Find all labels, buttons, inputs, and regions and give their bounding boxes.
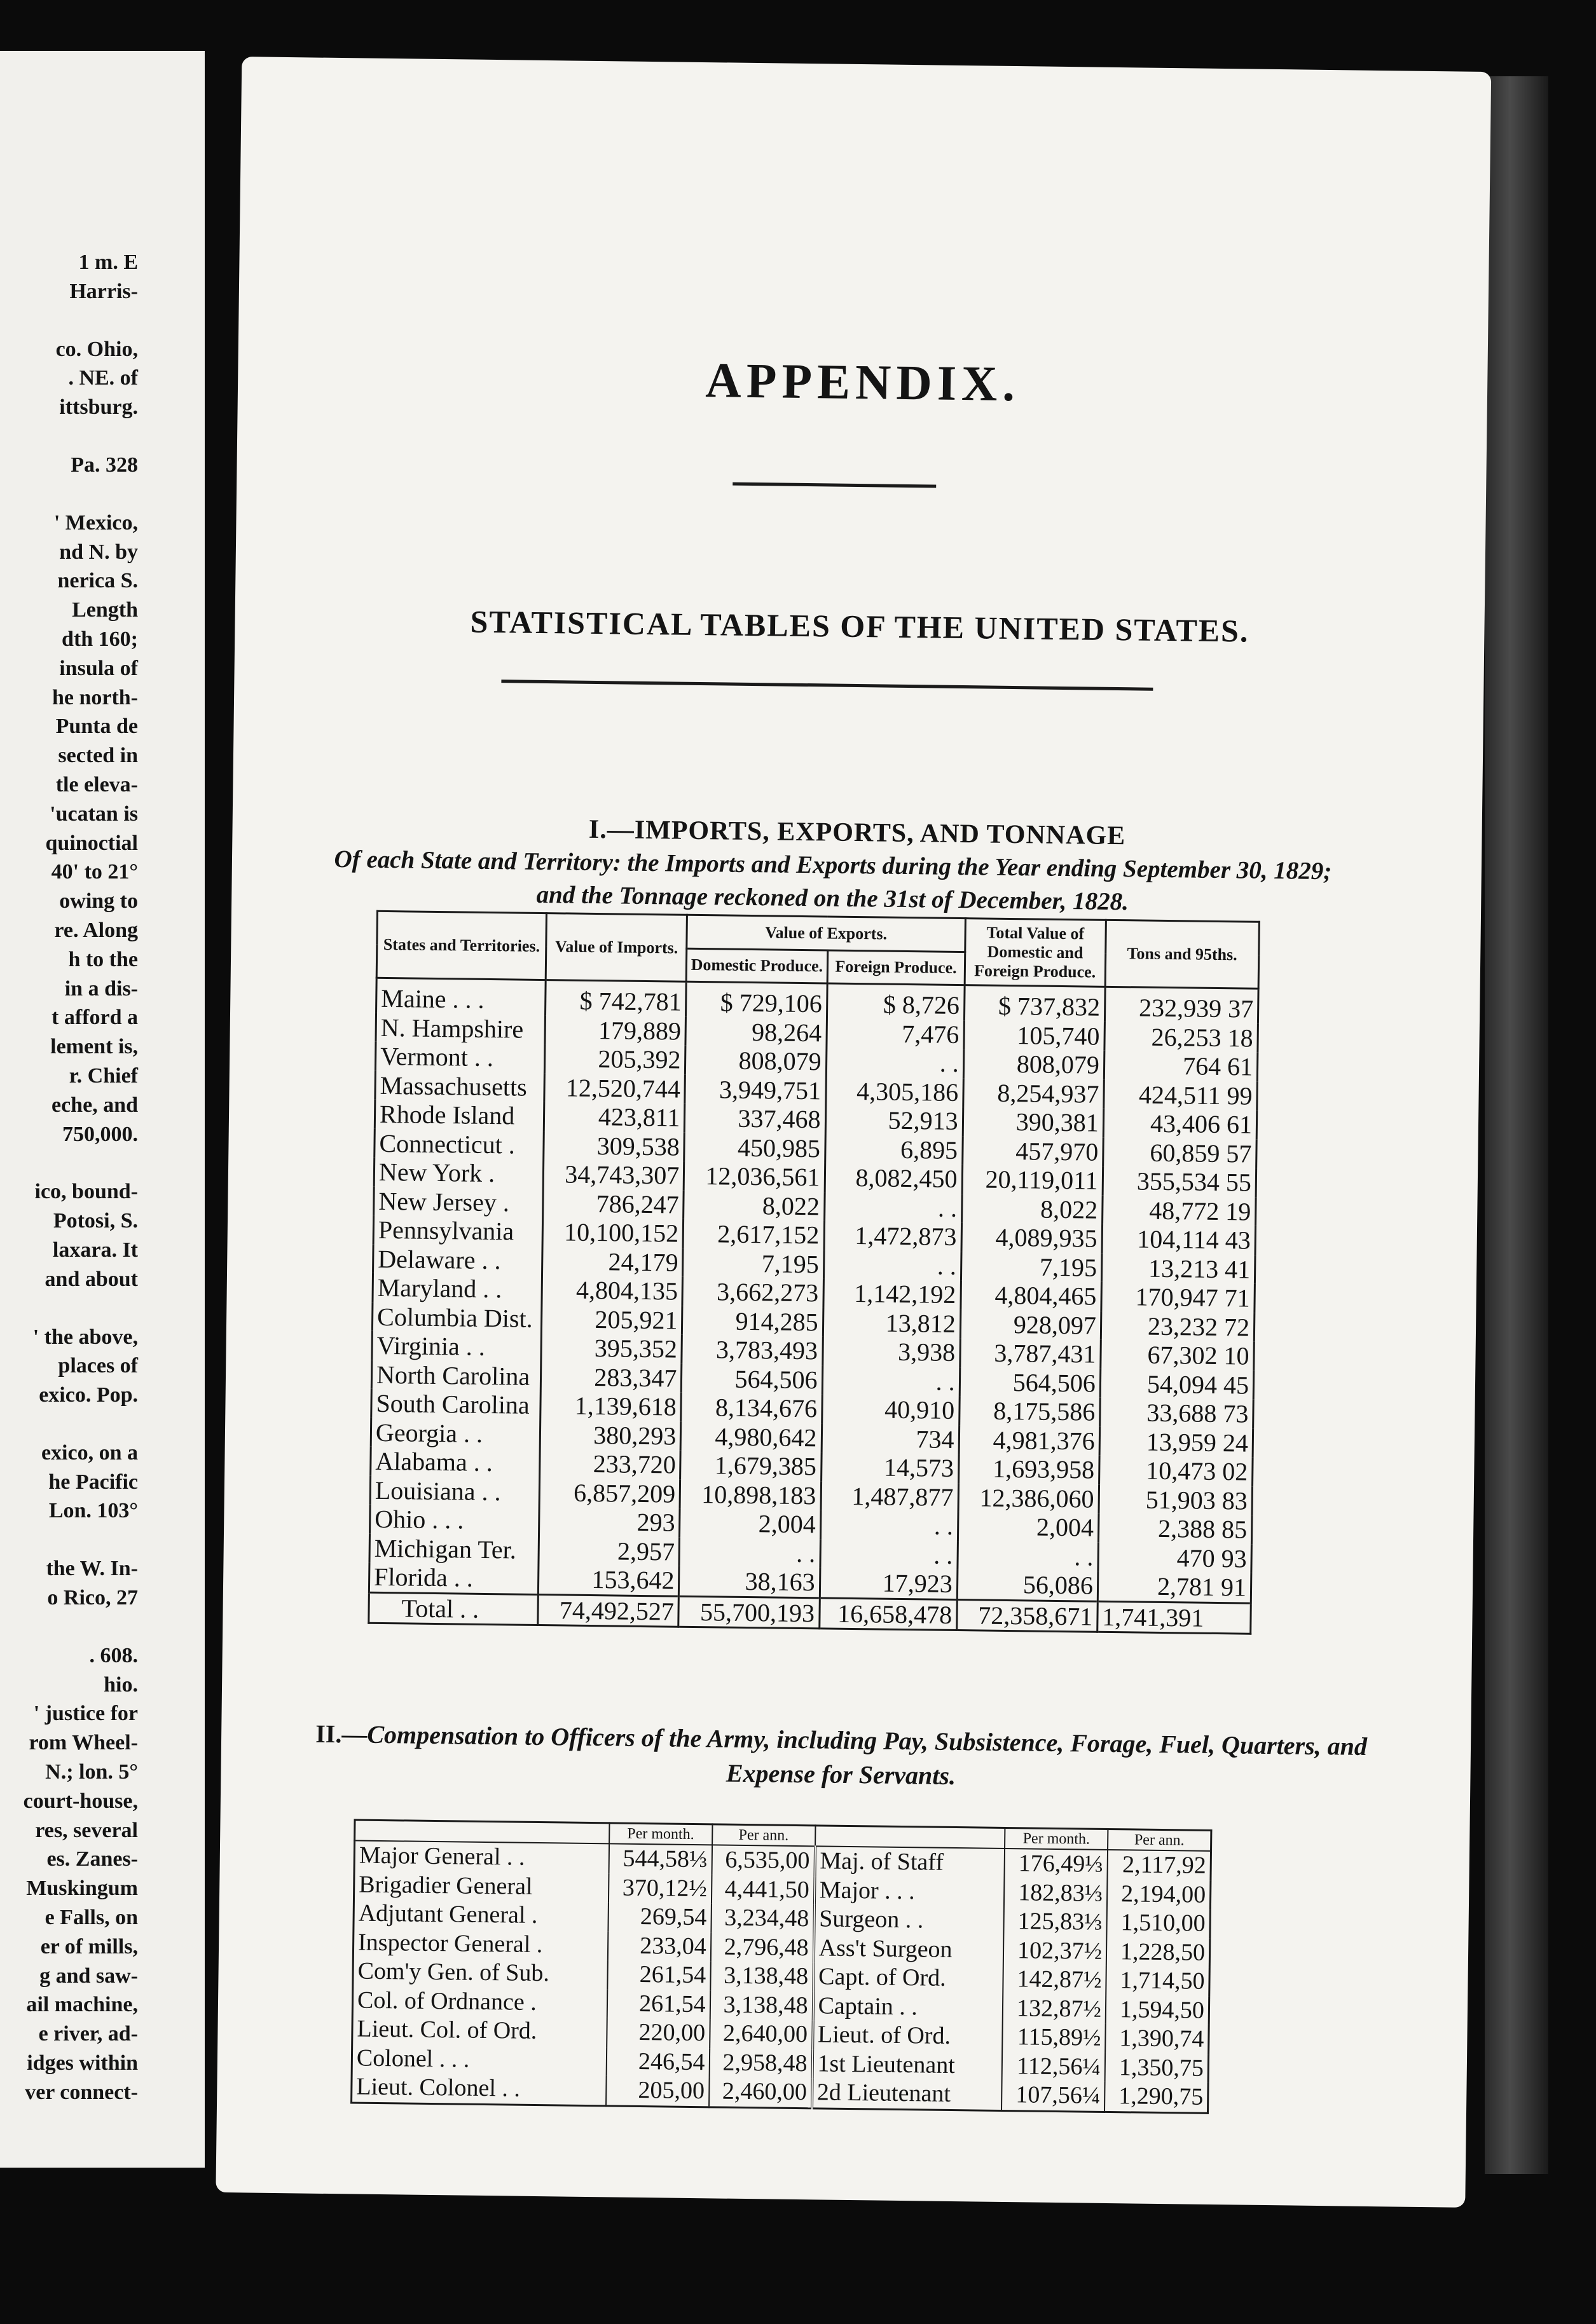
foreign-value: 6,895	[825, 1134, 963, 1165]
per-month-value: 261,54	[607, 1960, 710, 1990]
tons-value: 13,213 41	[1101, 1253, 1255, 1283]
left-page-line: the W. In-	[46, 1557, 138, 1581]
per-annum-value: 1,390,74	[1105, 2024, 1209, 2054]
per-month-value: 370,12½	[609, 1873, 712, 1903]
domestic-value: 7,195	[683, 1248, 824, 1278]
left-page-line: Punta de	[55, 714, 138, 739]
tons-value: 104,114 43	[1102, 1224, 1256, 1255]
left-page-line: and about	[45, 1267, 138, 1291]
left-page-line: ' justice for	[33, 1702, 138, 1726]
total-value: $ 737,832	[964, 985, 1105, 1022]
state-name: Florida . .	[369, 1562, 539, 1594]
left-page-line: Length	[72, 598, 138, 622]
per-annum-value: 1,350,75	[1105, 2053, 1209, 2082]
domestic-value: 564,506	[682, 1364, 823, 1394]
left-page-line: res, several	[35, 1818, 138, 1842]
per-month-value: 233,04	[608, 1931, 711, 1961]
state-name: N. Hampshire	[376, 1013, 546, 1044]
left-page-line: insula of	[59, 656, 138, 680]
total-value: 4,981,376	[959, 1425, 1100, 1456]
left-page-line: t afford a	[52, 1006, 138, 1030]
left-page-line: exico. Pop.	[39, 1383, 138, 1407]
per-month-value: 246,54	[606, 2047, 709, 2077]
foreign-value: 7,476	[826, 1018, 964, 1049]
rank-name: Major . . .	[815, 1876, 1005, 1907]
total-value: 457,970	[962, 1136, 1103, 1166]
rank-name: Adjutant General .	[354, 1899, 609, 1931]
total-value: 72,358,671	[956, 1599, 1097, 1632]
per-annum-value: 2,194,00	[1107, 1879, 1211, 1909]
foreign-value: 1,142,192	[823, 1278, 961, 1309]
domestic-value: 808,079	[685, 1046, 827, 1076]
rank-name: Lieut. of Ord.	[813, 2020, 1003, 2051]
domestic-value: 3,662,273	[682, 1277, 823, 1308]
domestic-value: 8,022	[684, 1190, 825, 1220]
left-page-line: N.; lon. 5°	[45, 1760, 138, 1784]
left-page-line: nerica S.	[57, 569, 138, 593]
left-page-line: es. Zanes-	[46, 1847, 138, 1871]
total-tons: 1,741,391	[1097, 1601, 1251, 1634]
domestic-value: 1,679,385	[680, 1451, 822, 1481]
total-value: 4,804,465	[961, 1280, 1102, 1311]
per-annum-value: 1,290,75	[1104, 2082, 1208, 2113]
foreign-value: 3,938	[822, 1336, 960, 1367]
rank-name: 2d Lieutenant	[812, 2078, 1002, 2110]
left-page-line: hio.	[104, 1672, 138, 1697]
table1-title: I.—IMPORTS, EXPORTS, AND TONNAGE	[588, 814, 1126, 851]
foreign-value: $ 8,726	[827, 983, 965, 1020]
total-value: 8,175,586	[959, 1396, 1100, 1426]
left-page-line: exico, on a	[41, 1440, 138, 1465]
left-page-line: re. Along	[54, 918, 138, 942]
left-page-line: he Pacific	[48, 1470, 138, 1494]
left-page-line: eche, and	[52, 1093, 138, 1117]
header-per-month-a: Per month.	[609, 1823, 712, 1845]
foreign-value: 8,082,450	[825, 1163, 963, 1193]
per-annum-value: 2,640,00	[710, 2019, 813, 2049]
imports-value: 6,857,209	[539, 1478, 680, 1508]
left-page-line: 750,000.	[62, 1122, 138, 1146]
tons-value: 26,253 18	[1104, 1022, 1258, 1052]
state-name: South Carolina	[371, 1389, 541, 1420]
per-month-value: 544,58⅓	[609, 1843, 712, 1874]
foreign-value: 14,573	[821, 1452, 959, 1482]
total-value: 928,097	[960, 1309, 1101, 1340]
left-page-line: owing to	[59, 889, 138, 913]
tons-value: 23,232 72	[1101, 1311, 1255, 1341]
foreign-value: 13,812	[823, 1308, 961, 1338]
imports-value: 153,642	[539, 1564, 680, 1596]
left-page-line: r. Chief	[69, 1063, 138, 1088]
imports-value: 309,538	[544, 1131, 685, 1161]
foreign-value: 4,305,186	[825, 1076, 963, 1107]
tons-value: 232,939 37	[1104, 987, 1258, 1023]
per-annum-value: 4,441,50	[712, 1875, 815, 1904]
per-month-value: 115,89½	[1002, 2023, 1105, 2053]
foreign-value: 1,487,877	[821, 1481, 959, 1512]
imports-value: 1,139,618	[540, 1391, 682, 1421]
per-month-value: 269,54	[608, 1902, 711, 1932]
left-page-line: . 608.	[89, 1643, 138, 1667]
per-month-value: 182,83⅓	[1004, 1878, 1107, 1908]
tons-value: 48,772 19	[1102, 1195, 1256, 1226]
domestic-value: 2,617,152	[683, 1219, 824, 1250]
tons-value: 470 93	[1098, 1542, 1252, 1573]
left-page-line: ico, bound-	[34, 1180, 138, 1204]
left-page-line: ver connect-	[25, 2080, 138, 2104]
left-page-line: co. Ohio,	[55, 337, 138, 361]
tons-value: 33,688 73	[1099, 1398, 1253, 1428]
left-page-line	[0, 306, 205, 335]
left-page-line: tle eleva-	[55, 772, 138, 796]
left-page-line	[0, 422, 205, 451]
left-page-line: Lon. 103°	[48, 1499, 138, 1523]
per-month-value: 261,54	[607, 1989, 710, 2019]
tons-value: 67,302 10	[1101, 1340, 1255, 1370]
left-page-line	[0, 1410, 205, 1439]
domestic-value: 8,134,676	[681, 1393, 822, 1423]
state-name: Delaware . .	[373, 1244, 543, 1275]
imports-value: 10,100,152	[542, 1217, 684, 1248]
foreign-value: 734	[822, 1423, 960, 1454]
total-value: 4,089,935	[961, 1222, 1103, 1253]
tons-value: 60,859 57	[1103, 1137, 1256, 1168]
per-annum-value: 2,958,48	[709, 2048, 812, 2078]
imports-value: 786,247	[543, 1189, 684, 1219]
domestic-value: 2,004	[680, 1508, 821, 1539]
domestic-value: 12,036,561	[684, 1161, 825, 1192]
tons-value: 43,406 61	[1103, 1109, 1257, 1139]
left-page-line: ' Mexico,	[53, 510, 138, 535]
rank-name: Capt. of Ord.	[813, 1962, 1003, 1993]
state-name: New Jersey .	[374, 1186, 544, 1217]
imports-value: 205,392	[545, 1044, 686, 1074]
rank-name: 1st Lieutenant	[812, 2049, 1002, 2081]
header-foreign: Foreign Produce.	[827, 950, 965, 985]
total-value: 56,086	[957, 1569, 1098, 1601]
domestic-value: 4,980,642	[681, 1421, 822, 1452]
imports-value: 2,957	[539, 1535, 680, 1566]
per-annum-value: 1,714,50	[1106, 1966, 1209, 1996]
left-page-line: in a dis-	[64, 976, 138, 1001]
imports-value: 179,889	[545, 1015, 686, 1046]
state-name: Pennsylvania	[373, 1215, 543, 1247]
state-name: Maine . . .	[376, 978, 546, 1015]
left-page-line	[0, 1149, 205, 1177]
left-page-text	[0, 248, 205, 2107]
per-annum-value: 1,228,50	[1106, 1937, 1210, 1967]
total-value: 808,079	[963, 1049, 1104, 1079]
foreign-value: . .	[820, 1539, 958, 1569]
table1-caption: Of each State and Territory: the Imports and Exports during the Year ending September 30, 1829; and the Tonnage reckoned on the 31st of December, 1828.	[334, 845, 1332, 916]
left-page-line: court-house,	[23, 1789, 138, 1813]
header-states: States and Territories.	[376, 911, 546, 980]
left-page-line: Harris-	[69, 279, 138, 303]
header-per-annum-b: Per ann.	[1108, 1829, 1211, 1850]
rank-name: Colonel . . .	[352, 2044, 607, 2075]
rank-name: Ass't Surgeon	[813, 1934, 1003, 1965]
tons-value: 355,534 55	[1103, 1166, 1256, 1197]
per-month-value: 102,37½	[1003, 1936, 1106, 1965]
total-imports: 74,492,527	[538, 1594, 679, 1627]
imports-value: $ 742,781	[546, 980, 687, 1017]
left-page-line	[0, 1613, 205, 1641]
left-page-line: idges within	[27, 2051, 138, 2075]
state-name: Vermont . .	[375, 1042, 545, 1073]
total-value: 8,022	[961, 1194, 1103, 1224]
book-spine	[1485, 76, 1548, 2174]
total-value: 105,740	[964, 1020, 1105, 1051]
total-value: 20,119,011	[962, 1165, 1103, 1195]
header-per-month-b: Per month.	[1005, 1828, 1108, 1849]
foreign-value: 1,472,873	[824, 1220, 962, 1251]
header-tons: Tons and 95ths.	[1105, 920, 1259, 988]
rank-name: Maj. of Staff	[815, 1846, 1005, 1878]
foreign-value: . .	[822, 1365, 960, 1396]
appendix-page	[216, 57, 1491, 2208]
per-annum-value: 2,796,48	[711, 1932, 814, 1962]
header-rank-a	[355, 1820, 610, 1843]
left-page-line: Potosi, S.	[53, 1209, 138, 1233]
state-name: Michigan Ter.	[369, 1533, 539, 1564]
imports-value: 380,293	[540, 1420, 681, 1451]
header-rank-b	[815, 1826, 1005, 1849]
left-page-line: o Rico, 27	[47, 1586, 138, 1610]
imports-value: 283,347	[540, 1362, 682, 1393]
per-month-value: 220,00	[607, 2018, 710, 2047]
header-domestic: Domestic Produce.	[687, 948, 828, 983]
foreign-value: . .	[824, 1192, 962, 1222]
title-rule	[733, 482, 936, 488]
domestic-value: 10,898,183	[680, 1479, 821, 1510]
rank-name: Captain . .	[813, 1992, 1003, 2023]
left-page-line: ' the above,	[32, 1325, 138, 1349]
total-value: 2,004	[958, 1512, 1099, 1542]
rank-name: Surgeon . .	[814, 1904, 1004, 1936]
table2-title-text: Compensation to Officers of the Army, including Pay, Subsistence, Forage, Fuel, Quarters, and Expense for Servants.	[367, 1719, 1368, 1791]
state-name: Columbia Dist.	[372, 1302, 542, 1333]
rank-name: Brigadier General	[354, 1870, 609, 1902]
state-name: Virginia . .	[372, 1331, 542, 1362]
per-annum-value: 2,460,00	[709, 2077, 812, 2108]
state-name: Louisiana . .	[370, 1475, 540, 1507]
left-page-line: nd N. by	[59, 540, 138, 564]
imports-value: 205,921	[542, 1304, 683, 1335]
per-month-value: 112,56¼	[1002, 2051, 1105, 2081]
section-title: STATISTICAL TABLES OF THE UNITED STATES.	[470, 603, 1249, 649]
imports-exports-table	[368, 910, 1260, 1635]
per-month-value: 125,83⅓	[1003, 1907, 1106, 1937]
header-exports-group: Value of Exports.	[687, 915, 965, 952]
page-title: APPENDIX.	[705, 352, 1021, 412]
left-page-line: e Falls, on	[45, 1906, 138, 1930]
left-page-line: . NE. of	[68, 366, 138, 390]
left-page-line: ittsburg.	[59, 395, 138, 420]
domestic-value: 914,285	[682, 1306, 823, 1336]
left-page-line: rom Wheel-	[29, 1731, 138, 1755]
foreign-value: 52,913	[825, 1105, 963, 1135]
foreign-value: . .	[823, 1250, 961, 1280]
domestic-value: 337,468	[685, 1104, 826, 1134]
total-value: 564,506	[960, 1367, 1101, 1398]
total-value: 8,254,937	[963, 1078, 1104, 1109]
left-page-line: places of	[58, 1354, 138, 1378]
left-page-line	[0, 1526, 205, 1554]
domestic-value: 3,783,493	[682, 1335, 823, 1365]
imports-value: 423,811	[544, 1102, 685, 1132]
total-value: . .	[958, 1541, 1099, 1571]
imports-value: 233,720	[540, 1449, 681, 1479]
section-rule	[501, 680, 1153, 691]
state-name: New York .	[374, 1158, 544, 1189]
left-page-line	[0, 480, 205, 509]
left-page-line: h to the	[68, 947, 138, 971]
left-page-line: lement is,	[50, 1035, 138, 1059]
per-month-value: 107,56¼	[1001, 2081, 1104, 2112]
state-name: Alabama . .	[371, 1447, 540, 1478]
tons-value: 764 61	[1104, 1051, 1258, 1081]
domestic-value: $ 729,106	[686, 981, 827, 1018]
state-name: Massachusetts	[375, 1070, 545, 1102]
tons-value: 424,511 99	[1104, 1079, 1258, 1110]
state-name: Rhode Island	[375, 1100, 544, 1131]
domestic-value: 38,163	[679, 1566, 820, 1598]
table2-title-prefix: II.—	[315, 1719, 368, 1749]
tons-value: 54,094 45	[1100, 1369, 1254, 1399]
total-value: 1,693,958	[958, 1454, 1099, 1484]
per-annum-value: 6,535,00	[712, 1845, 815, 1875]
per-annum-value: 3,138,48	[710, 1961, 813, 1991]
per-month-value: 132,87½	[1003, 1993, 1106, 2023]
total-foreign: 16,658,478	[819, 1597, 957, 1630]
tons-value: 10,473 02	[1099, 1456, 1253, 1486]
per-month-value: 142,87½	[1003, 1965, 1106, 1995]
per-month-value: 176,49⅓	[1005, 1849, 1108, 1879]
foreign-value: . .	[826, 1047, 964, 1077]
state-name: Ohio . . .	[370, 1505, 540, 1536]
state-name: North Carolina	[371, 1360, 541, 1391]
imports-value: 24,179	[542, 1247, 684, 1277]
left-page-line: 1 m. E	[78, 250, 138, 274]
left-page-line: he north-	[52, 685, 138, 709]
left-page-line: 'ucatan is	[50, 802, 138, 826]
left-page-line: Muskingum	[26, 1876, 138, 1901]
imports-value: 293	[539, 1507, 680, 1537]
left-page-line: er of mills,	[40, 1934, 138, 1958]
left-page-line: g and saw-	[39, 1964, 138, 1988]
tons-value: 2,781 91	[1097, 1571, 1251, 1603]
header-per-annum-a: Per ann.	[712, 1824, 815, 1846]
per-annum-value: 1,510,00	[1106, 1908, 1210, 1938]
total-label: Total . .	[369, 1592, 539, 1625]
tons-value: 2,388 85	[1098, 1514, 1252, 1544]
rank-name: Inspector General .	[353, 1928, 608, 1960]
total-value: 3,787,431	[960, 1338, 1101, 1369]
per-annum-value: 2,117,92	[1108, 1850, 1211, 1880]
state-name: Maryland . .	[373, 1273, 542, 1304]
total-domestic: 55,700,193	[678, 1596, 820, 1629]
foreign-value: . .	[820, 1510, 958, 1540]
imports-value: 395,352	[541, 1333, 682, 1364]
header-total: Total Value of Domestic and Foreign Produce.	[965, 919, 1106, 987]
left-page-fragment	[0, 51, 205, 2168]
foreign-value: 17,923	[820, 1568, 958, 1599]
per-month-value: 205,00	[606, 2075, 709, 2107]
imports-value: 4,804,135	[542, 1275, 683, 1306]
imports-value: 34,743,307	[543, 1159, 684, 1190]
left-page-line: Pa. 328	[71, 453, 138, 477]
domestic-value: . .	[679, 1537, 820, 1568]
per-annum-value: 1,594,50	[1106, 1995, 1209, 2025]
per-annum-value: 3,234,48	[711, 1903, 814, 1933]
left-page-line	[0, 1294, 205, 1323]
tons-value: 13,959 24	[1099, 1426, 1253, 1457]
total-value: 7,195	[961, 1252, 1102, 1282]
rank-name: Com'y Gen. of Sub.	[353, 1957, 608, 1988]
rank-name: Major General . .	[354, 1840, 609, 1873]
tons-value: 51,903 83	[1099, 1484, 1253, 1515]
domestic-value: 450,985	[684, 1132, 825, 1163]
left-page-line: dth 160;	[62, 627, 138, 651]
left-page-line: 40' to 21°	[51, 860, 138, 884]
total-value: 12,386,060	[958, 1483, 1099, 1514]
left-page-line: e river, ad-	[38, 2022, 138, 2046]
left-page-line: ail machine,	[26, 1993, 138, 2017]
per-annum-value: 3,138,48	[710, 1990, 813, 2020]
state-name: Georgia . .	[371, 1418, 540, 1449]
state-name: Connecticut .	[375, 1128, 544, 1159]
left-page-line: quinoctial	[45, 831, 138, 855]
foreign-value: 40,910	[822, 1394, 960, 1425]
tons-value: 170,947 71	[1101, 1282, 1255, 1313]
rank-name: Col. of Ordnance .	[352, 1986, 607, 2018]
rank-name: Lieut. Colonel . .	[352, 2072, 607, 2105]
army-compensation-table	[350, 1819, 1212, 2114]
table2-title	[268, 1716, 1414, 1799]
imports-value: 12,520,744	[544, 1073, 685, 1104]
domestic-value: 98,264	[685, 1016, 827, 1047]
domestic-value: 3,949,751	[685, 1074, 826, 1105]
left-page-line: laxara. It	[52, 1238, 138, 1262]
left-page-line: sected in	[58, 744, 138, 768]
total-value: 390,381	[963, 1107, 1104, 1137]
rank-name: Lieut. Col. of Ord.	[352, 2014, 607, 2046]
header-imports: Value of Imports.	[546, 913, 687, 982]
